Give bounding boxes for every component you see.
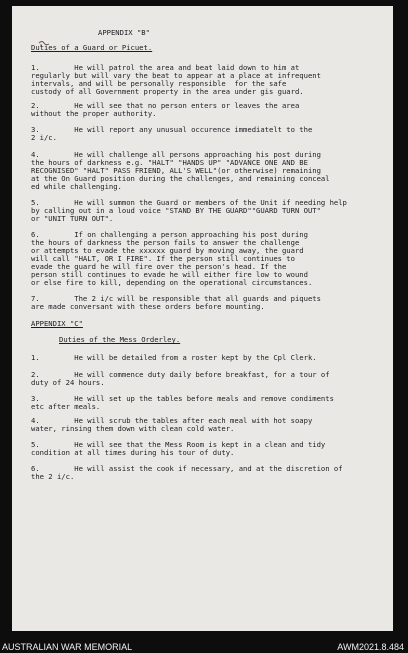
b-para4-line5: ed while challenging. xyxy=(31,182,122,191)
c-para5-line2: condition at all times during his tour of duty. xyxy=(31,448,235,457)
b-para6-line7: or else fire to kill, depending on the operational circumstances. xyxy=(31,278,313,287)
b-para1-line3: intervals, and will be personally responsible for the safe xyxy=(31,79,287,88)
b-para1-line2: regularly but will vary the beat to appear at a place at infrequent xyxy=(31,71,321,80)
b-para1-line1: 1. He will patrol the area and beat laid down to him at xyxy=(31,63,300,72)
appendix-b-heading: APPENDIX "B" xyxy=(98,28,150,37)
c-para6-line1: 6. He will assist the cook if necessary, and at the discretion of xyxy=(31,464,343,473)
b-para6-line5: evade the guard he will fire over the person's head. If the xyxy=(31,262,287,271)
footer-accession-number: AWM2021.8.484 xyxy=(337,642,404,652)
b-para4-line4: at the On Guard position during the challenges, and remaining conceal xyxy=(31,174,330,183)
b-para2-line1: 2. He will see that no person enters or leaves the area xyxy=(31,101,300,110)
appendix-b-title: Duties of a Guard or Picuet. xyxy=(31,43,153,52)
c-para6-line2: the 2 i/c. xyxy=(31,472,75,481)
b-para6-line4: will call "HALT, OR I FIRE". If the person still continues to xyxy=(31,254,295,263)
b-para7-line2: are made conversant with these orders before mounting. xyxy=(31,302,265,311)
b-para4-line1: 4. He will challenge all persons approaching his post during xyxy=(31,150,321,159)
c-para5-line1: 5. He will see that the Mess Room is kept in a clean and tidy xyxy=(31,440,326,449)
appendix-c-title: Duties of the Mess Orderley. xyxy=(59,335,181,344)
c-para3-line1: 3. He will set up the tables before meals and remove condiments xyxy=(31,394,334,403)
c-para3-line2: etc after meals. xyxy=(31,402,101,411)
b-para3-line1: 3. He will report any unusual occurence immediatelt to the xyxy=(31,125,313,134)
b-para4-line2: the hours of darkness e.g. "HALT" "HANDS UP" "ADVANCE ONE AND BE xyxy=(31,158,308,167)
c-para2-line1: 2. He will commence duty daily before breakfast, for a tour of xyxy=(31,370,330,379)
c-para1-line1: 1. He will be detailed from a roster kept by the Cpl Clerk. xyxy=(31,353,317,362)
b-para3-line2: 2 i/c. xyxy=(31,133,57,142)
b-para6-line3: or attempts to evade the xxxxxx guard by moving away, the guard xyxy=(31,246,304,255)
b-para6-line1: 6. If on challenging a person approaching his post during xyxy=(31,230,308,239)
b-para5-line2: by calling out in a loud voice "STAND BY THE GUARD""GUARD TURN OUT" xyxy=(31,206,321,215)
footer-credit: AUSTRALIAN WAR MEMORIAL xyxy=(2,642,133,652)
b-para7-line1: 7. The 2 i/c will be responsible that all guards and piquets xyxy=(31,294,321,303)
c-para4-line2: water, rinsing them down with clean cold water. xyxy=(31,424,235,433)
b-para5-line1: 5. He will summon the Guard or members of the Unit if needing help xyxy=(31,198,347,207)
c-para2-line2: duty of 24 hours. xyxy=(31,378,105,387)
b-para4-line3: RECOGNISED" "HALT" PASS FRIEND, ALL'S WELL"(or otherwise) remaining xyxy=(31,166,321,175)
document-page xyxy=(12,6,393,631)
c-para4-line1: 4. He will scrub the tables after each meal with hot soapy xyxy=(31,416,313,425)
b-para2-line2: without the proper authority. xyxy=(31,109,157,118)
b-para5-line3: or "UNIT TURN OUT". xyxy=(31,214,114,223)
appendix-c-heading: APPENDIX "C" xyxy=(31,319,83,328)
b-para6-line6: person still continues to evade he will either fire low to wound xyxy=(31,270,308,279)
b-para1-line4: custody of all Government property in the area under gis guard. xyxy=(31,87,304,96)
b-para6-line2: the hours of darkness the person fails to answer the challenge xyxy=(31,238,300,247)
